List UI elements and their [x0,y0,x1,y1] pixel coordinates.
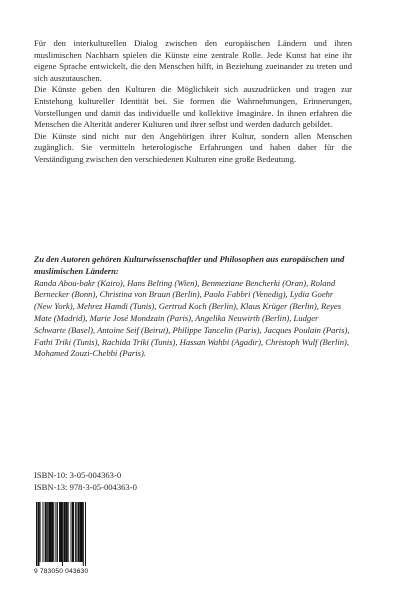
barcode-bar [57,502,58,562]
isbn-10: ISBN-10: 3-05-004363-0 [34,470,122,480]
barcode-bar [78,502,80,562]
barcode-bar [47,502,48,562]
blurb-paragraph: Für den interkulturellen Dialog zwischen den europäischen Ländern und ihren muslimischen Nachbarn spielen die Künste eine zentrale Rolle. Jede Kunst hat eine ihr eigene Sprache entwickelt, die den Menschen hilft, in Beziehung zueinander zu treten und sich auszutauschen. [34,38,352,83]
isbn-block [34,470,137,493]
barcode-bar [72,502,74,562]
barcode-bar [85,502,86,566]
isbn-13: ISBN-13: 978-3-05-004363-0 [34,481,137,492]
barcode-bar [80,502,83,562]
barcode-bar [75,502,76,562]
barcode-bar [42,502,43,562]
authors-list: Randa Abou-bakr (Kairo), Hans Belting (Wien), Benmeziane Bencherki (Oran), Roland Bernecker (Bonn), Christina von Braun (Berlin), Paolo Fabbri (Venedig), Lydia Goehr (New York), Mehrez Hamdi (Tunis), Gertrud Koch (Berlin), Klaus Krüger (Berlin), Reyes Mate (Madrid), Marie José Mondzain (Paris), Angelika Neuwirth (Berlin), Ludger Schwarte (Basel), Antoine Seif (Beirut), Philippe Tancelin (Paris), Jacques Poulain (Paris), Fathi Triki (Tunis), Rachida Triki (Tunis), Hassan Wahbi (Agadir), Christoph Wulf (Berlin), Mohamed Zouzi-Chebbi (Paris). [34,277,350,359]
barcode-bar [36,502,37,566]
barcode-bar [62,502,63,566]
barcode-digits: 9 783050 043630 [34,568,89,575]
barcode-bar [53,502,54,562]
barcode-bar [66,502,68,562]
barcode-bar [76,502,77,562]
barcode-bars [34,502,108,566]
barcode-bar [45,502,47,562]
barcode-bar [51,502,53,562]
blurb-paragraph: Die Künste geben den Kulturen die Möglichkeit sich auszudrücken und tragen zur Entstehung kultureller Identität bei. Sie formen die Wahrnehmungen, Erinnerungen, Vorstellungen und damit das individuelle und kollektive Imaginäre. In ihnen erfahren die Menschen die Alterität anderer Kulturen und ihrer selbst und werden dadurch gebildet. [34,84,352,130]
blurb-paragraph: Die Künste sind nicht nur den Angehörigen ihrer Kultur, sondern allen Menschen zugänglich. Sie vermitteln heterologische Erfahrungen und haben daher für die Verständigung zwischen den verschiedenen Kulturen eine große Bedeutung. [34,130,352,164]
barcode-bar [83,502,84,566]
barcode-bar [55,502,56,562]
barcode-bar [59,502,62,562]
barcode-bar [68,502,69,562]
authors-heading: Zu den Autoren gehören Kulturwissenschaftler und Philosophen aus europäischen und muslimischen Ländern: [34,254,345,276]
barcode-bar [71,502,72,562]
blurb-text [34,38,352,166]
barcode-bar [40,502,41,562]
authors-section [34,254,352,360]
barcode-bar [48,502,51,562]
barcode-bar [63,502,65,562]
barcode-bar [37,502,39,566]
